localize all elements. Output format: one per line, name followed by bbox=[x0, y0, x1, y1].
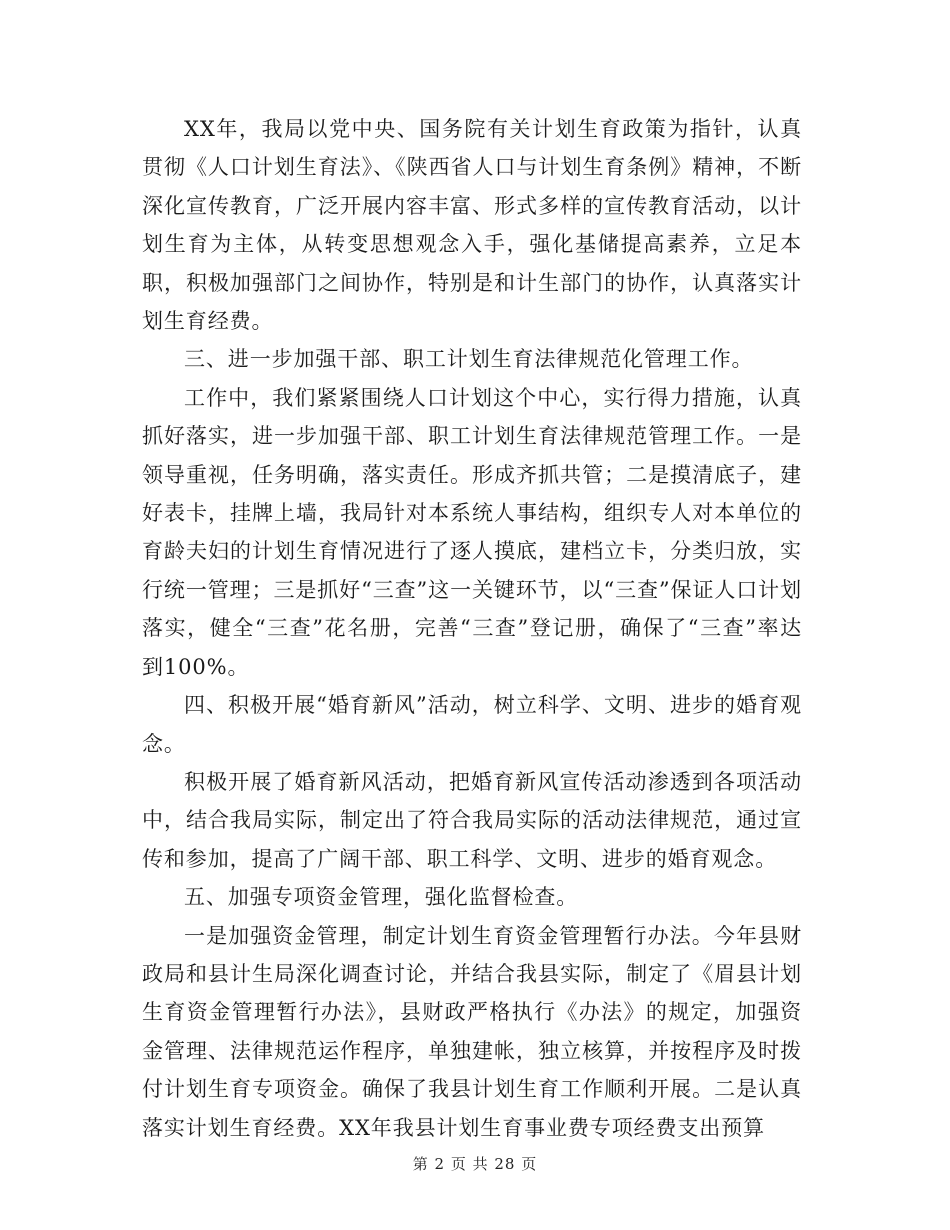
footer-prefix: 第 bbox=[412, 1155, 429, 1173]
total-pages-number: 28 bbox=[494, 1155, 516, 1173]
paragraph-section-5: 一是加强资金管理，制定计划生育资金管理暂行办法。今年县财政局和县计生局深化调查讨论，并结合我县实际，制定了《眉县计划生育资金管理暂行办法》，县财政严格执行《办法》的规定，加强资金管理、法律规范运作程序，单独建帐，独立核算，并按程序及时拨付计划生育专项资金。确保了我县计划生育工作顺利开展。二是认真落实计划生育经费。XX年我县计划生育事业费专项经费支出预算 bbox=[142, 923, 802, 1140]
footer-suffix: 页 bbox=[521, 1155, 538, 1173]
paragraph-intro: XX年，我局以党中央、国务院有关计划生育政策为指针，认真贯彻《人口计划生育法》、《陕西省人口与计划生育条例》精神，不断深化宣传教育，广泛开展内容丰富、形式多样的宣传教育活动，以计划生育为主体，从转变思想观念入手，强化基储提高素养，立足本职，积极加强部门之间协作，特别是和计生部门的协作，认真落实计划生育经费。 bbox=[142, 117, 802, 334]
document-body bbox=[142, 110, 802, 1147]
paragraph-section-4: 积极开展了婚育新风活动，把婚育新风宣传活动渗透到各项活动中，结合我局实际，制定出了符合我局实际的活动法律规范，通过宣传和参加，提高了广阔干部、职工科学、文明、进步的婚育观念。 bbox=[142, 769, 802, 871]
page-footer bbox=[0, 1153, 950, 1174]
current-page-number: 2 bbox=[434, 1155, 446, 1173]
section-heading-3: 三、进一步加强干部、职工计划生育法律规范化管理工作。 bbox=[184, 347, 754, 372]
section-heading-4: 四、积极开展“婚育新风”活动，树立科学、文明、进步的婚育观念。 bbox=[142, 693, 802, 756]
footer-middle: 页 共 bbox=[450, 1155, 489, 1173]
section-heading-5: 五、加强专项资金管理，强化监督检查。 bbox=[184, 885, 579, 910]
paragraph-section-3: 工作中，我们紧紧围绕人口计划这个中心，实行得力措施，认真抓好落实，进一步加强干部、职工计划生育法律规范管理工作。一是领导重视，任务明确，落实责任。形成齐抓共管；二是摸清底子，建好表卡，挂牌上墙，我局针对本系统人事结构，组织专人对本单位的育龄夫妇的计划生育情况进行了逐人摸底，建档立卡，分类归放，实行统一管理；三是抓好“三查”这一关键环节，以“三查”保证人口计划落实，健全“三查”花名册，完善“三查”登记册，确保了“三查”率达到100%。 bbox=[142, 385, 802, 679]
